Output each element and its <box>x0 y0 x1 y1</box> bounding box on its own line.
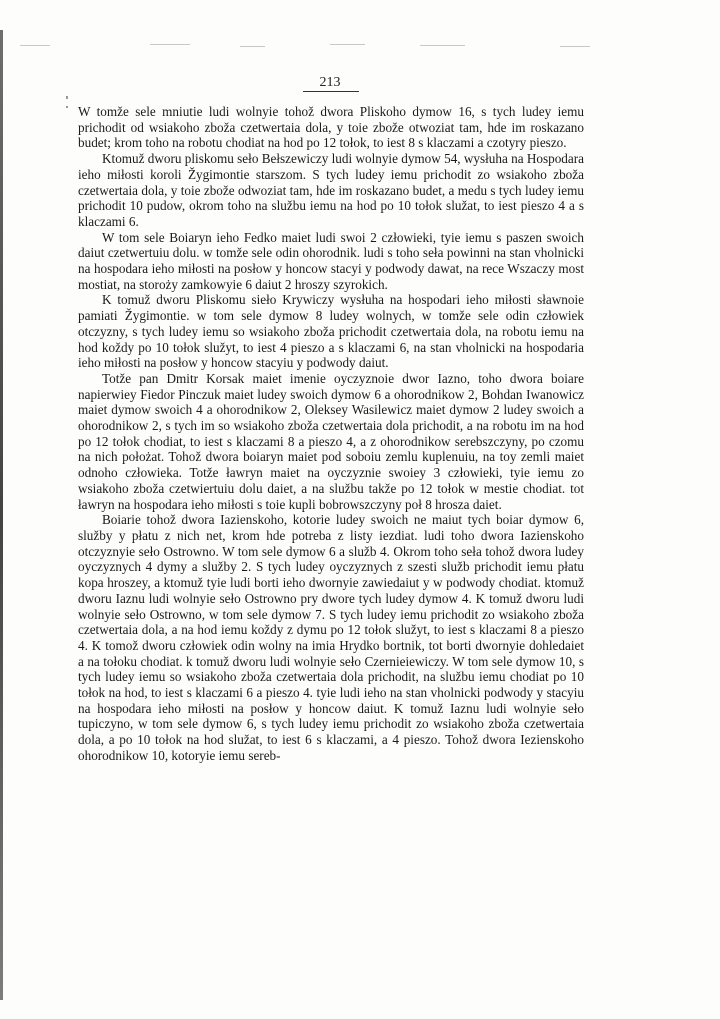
paragraph: W tom sele Boiaryn ieho Fedko maiet ludi swoi 2 człowieki, tyie iemu s paszen swoich daiut czetwertuiu dolu. w tomže sele odin ohorodnik. ludi s toho seła powinni na stan vholnicki na hospodara ieho miłosti na posłow y honcow stacyi y podwody dawat, na rece Wszaczy most mostiat, na storoży zamkowyie 6 daiut 2 hroszy szyrokich. <box>78 229 584 292</box>
paragraph: Ktomuž dworu pliskomu sełо Bełszewiczy ludi wolnyie dymow 54, wysłuha na Hospodara ieho miłosti koroli Žygimontie starszom. S tych ludey iemu prichodit zo wsiakoho zboža czetwertaia dola, y toie zbože odwoziat tam, hde im roskazano budet, a medu s tych ludey iemu prichodit 10 pudow, okrom toho na službu iemu na hod po 10 tołok služat, to iest pieszo 4 a s klaczami 6. <box>78 151 585 229</box>
page-number: 213 <box>319 75 341 90</box>
scan-speckle <box>330 44 365 45</box>
paragraph: W tomže sele mniutie ludi wolnyie tohož dwora Pliskoho dymow 16, s tych ludey iemu prichodit od wsiakoho zboža czetwertaia dola, y toie zbože otwoziat tam, hde im roskazano budet; krom toho na robotu chodiat na hod po 12 tołok, to iest 8 s klaczami a czotyry pieszo. <box>78 104 584 151</box>
scan-speckle <box>560 46 590 47</box>
scan-speckle <box>20 45 50 46</box>
paragraph: Boiarie tohož dwora Iazienskoho, kotorie ludey swoich ne maiut tych boiar dymow 6, služby y płatu z nich net, krom hde potreba z listy iezdiat. ludi toho dwora Iazienskoho otczyznyie sełо Ostrowno. W tom sele dymow 6 a služb 4. Okrom toho seła tohož dwora ludey oyczyznych 4 dymy a služby 2. S tych ludey oyczyznych z szesti služb prichodit iemu płatu kopa hroszey, a ktomuž tyie ludi borti ieho dwornyie zawiedaiut y w podwody chodiat. ktomuž dworu Iaznu ludi wolnyie sełо Ostrowno pry dwore tych ludey dymow 4. K tomuž dworu ludi wolnyie sełо Ostrowno, w tom sele dymow 7. S tych ludey iemu prichodit zo wsiakoho zboža czetwertaia dola, a na hod iemu koždy z dymu po 12 tołok služyt, to iest s klaczami 8 a pieszo 4. K tomož dworu człowiek odin wolny na imia Hrydko bortnik, tot borti dwornyie dohledaiet a na tołoku chodiat. k tomuž dworu ludi wolnyie sełо Czernieiewiczy. W tom sele dymow 10, s tych ludey iemu so wsiakoho zboža czetwertaia dola prichodit, na službu iemu chodiat po 10 tołok na hod, to iest s klaczami 6 a pieszo 4. tyie ludi ieho na stan vholnicki podwody y stacyiu na hospodara ieho miłosti na posłow y honcow daiut. K tomuž Iaznu ludi wolnyie sełо tupiczyno, w tom sele dymow 6, s tych ludey iemu prichodit zo wsiakoho zboža czetwertaia dola, a po 10 tołok na hod služat, to iest 6 s klaczami, a 4 pieszo. Tohož dwora Iezienskoho ohorodnikow 10, kotoryie iemu sereb- <box>78 512 584 763</box>
body-text <box>78 104 584 764</box>
scan-speckle <box>150 44 190 45</box>
scan-mark <box>66 106 68 108</box>
scan-binding-edge <box>0 30 3 1000</box>
paragraph: Totže pan Dmitr Korsak maiet imenie oyczyznoie dwor Iazno, toho dwora boiare napierwiey Fiedor Pinczuk maiet ludey swoich dymow 6 a ohorodnikow 2, Bohdan Iwanowicz maiet dymow swoich 4 a ohorodnikow 2, Oleksey Wasilewicz maiet dymow 2 ludey swoich a ohorodnikow 2, s tych im so wsiakoho zboža czetwertaia dola prichodit, a na robotu im na hod po 12 tołok chodiat, to iest s klaczami 8 a pieszo 4, a z ohorodnikow serebszczyny, po czomu na nich położat. Tohož dwora boiaryn maiet pod soboiu zemlu kuplenuiu, na toy zemli maiet odnoho człowieka. Totže ławryn maiet na oyczyznie swoiey 3 człowieki, tyie iemu zo wsiakoho zboža czetwiertuiu dolu daiet, a na službu takže po 12 tołok w mestie chodiat. tot ławryn na hospodara ieho miłosti s toie kupli bobrowszczyny poł 8 hrosza daiet. <box>78 370 584 512</box>
paragraph: K tomuž dworu Pliskomu sieło Krywiczy wysłuha na hospodari ieho miłosti sławnoie pamiati Žygimontie. w tom sele dymow 8 ludey wolnych, w tomže sele odin człowiek otczyzny, s tych ludey iemu so wsiakoho zboža prichodit czetwertaia dola, na robotu iemu na hod koždy po 10 tołok služyt, to iest 4 pieszo a s klaczami 6, na stan vholnicki na hospodaria ieho miłosti na posłow y honcow stacyiu y podwody daiut. <box>78 292 584 371</box>
scan-mark <box>66 96 68 99</box>
scan-speckle <box>240 46 265 47</box>
page-number-rule <box>303 91 359 92</box>
scan-speckle <box>420 45 465 46</box>
